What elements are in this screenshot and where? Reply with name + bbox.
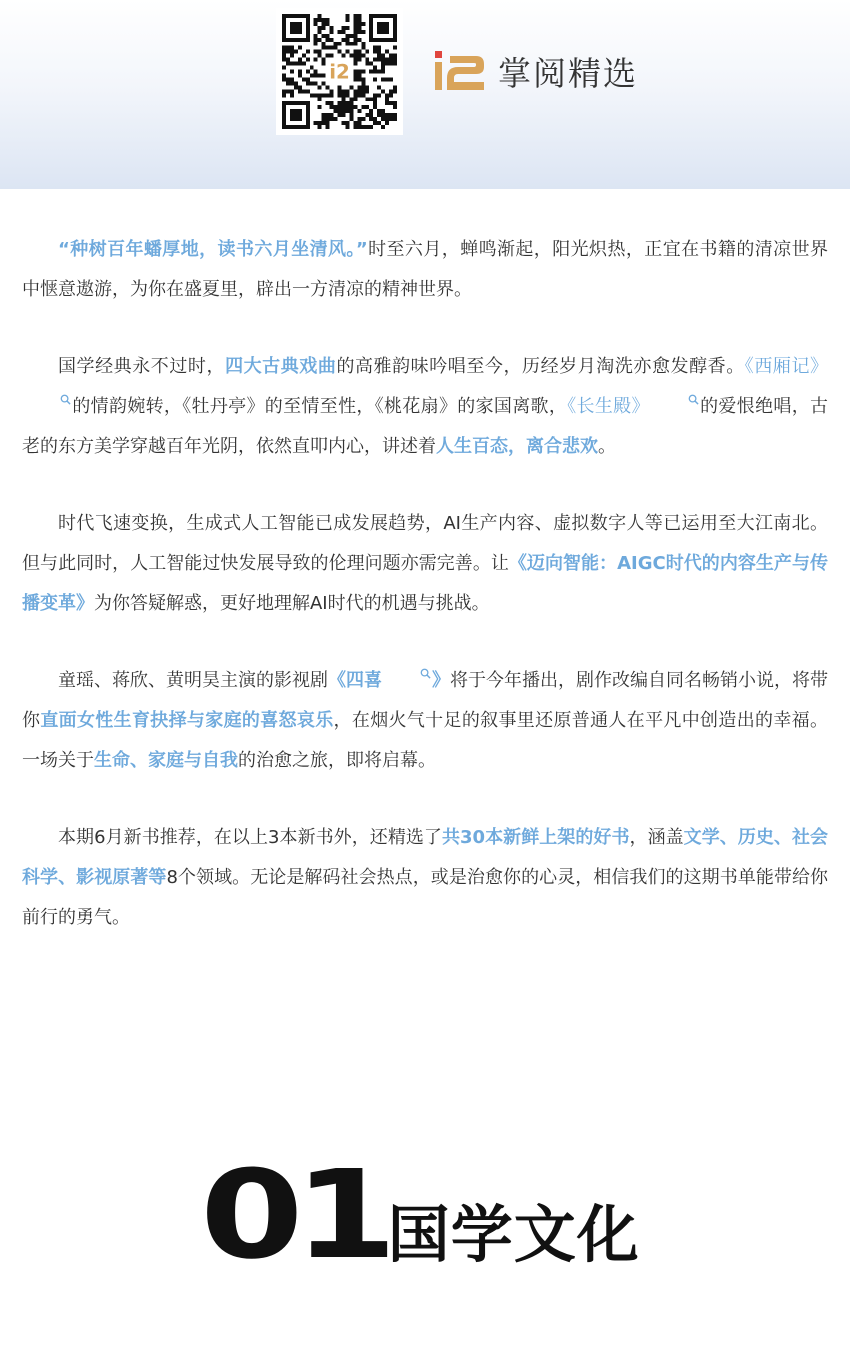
qr-logo-text: i2	[329, 60, 350, 84]
p3-text-2: 为你答疑解惑，更好地理解AI时代的机遇与挑战。	[94, 593, 490, 614]
p2-highlight-life: 人生百态，离合悲欢	[436, 436, 598, 457]
paragraph-intro	[22, 230, 828, 310]
p2-text-1: 国学经典永不过时，	[58, 356, 226, 377]
p2-text-2: 的高雅韵味吟唱至今，历经岁月淘洗亦愈发醇香。	[336, 356, 745, 377]
p4-text-4: 的治愈之旅，即将启幕。	[238, 750, 436, 771]
p3-highlight-book-aigc: 《迈向智能：AIGC时代的内容生产与传播变革》	[22, 553, 828, 614]
paragraph-ai	[22, 504, 828, 624]
p4-text-1: 童瑶、蒋欣、黄明昊主演的影视剧	[58, 670, 328, 691]
p2-text-4: 的爱恨绝唱，古老的东方美学穿越百年光阴，依然直叩内心，讲述着	[22, 396, 829, 457]
search-icon[interactable]	[24, 394, 71, 405]
brand	[432, 48, 638, 94]
link-changshengdian[interactable]: 《长生殿》	[567, 396, 650, 417]
section-heading	[200, 1144, 640, 1286]
p5-text-1: 本期6月新书推荐，在以上3本新书外，还精选了	[58, 827, 442, 848]
p4-highlight-women: 直面女性生育抉择与家庭的喜怒哀乐	[40, 710, 334, 731]
p2-text-3: 的情韵婉转，《牡丹亭》的至情至性，《桃花扇》的家国离歌，	[72, 396, 568, 417]
section-title: 国学文化	[387, 1198, 640, 1271]
p4-highlight-life-family: 生命、家庭与自我	[94, 750, 238, 771]
qr-code-image	[282, 14, 397, 129]
link-xixiangji[interactable]: 《西厢记》	[744, 356, 829, 377]
paragraph-classic-opera	[22, 347, 828, 467]
intro-text: 时至六月，蝉鸣渐起，阳光炽热，正宜在书籍的清凉世界中惬意遨游，为你在盛夏里，辟出一方清凉的精神世界。	[22, 239, 828, 300]
section-number: 01	[200, 1144, 388, 1286]
p4-text-3: ，在烟火气十足的叙事里还原普通人在平凡中创造出的幸福。一场关于	[22, 710, 829, 771]
article-body	[22, 230, 828, 975]
p2-text-5: 。	[598, 436, 616, 457]
header-banner	[0, 0, 850, 189]
p4-text-2: 将于今年播出，剧作改编自同名畅销小说，将带你	[22, 670, 828, 731]
p4-highlight-sixi[interactable]: 《四喜	[328, 670, 382, 691]
p5-highlight-fields: 文学、历史、社会科学、影视原著等	[22, 827, 829, 888]
brand-name: 掌阅精选	[498, 53, 638, 93]
p5-text-2: ，涵盖	[629, 827, 684, 848]
p5-highlight-30-books: 共30本新鲜上架的好书	[441, 827, 630, 848]
p4-highlight-sixi-close: 》	[432, 670, 450, 691]
paragraph-summary	[22, 818, 828, 938]
p5-text-3: 8个领域。无论是解码社会热点，或是治愈你的心灵，相信我们的这期书单能带给你前行的勇气。	[22, 867, 829, 928]
search-icon[interactable]	[652, 394, 699, 405]
brand-logo-icon	[432, 48, 488, 94]
intro-quote: “种树百年蟠厚地，读书六月坐清风。”	[58, 239, 368, 260]
p2-highlight-four-operas: 四大古典戏曲	[225, 356, 337, 377]
search-icon[interactable]	[384, 668, 431, 679]
p3-text-1: 时代飞速变换，生成式人工智能已成发展趋势，AI生产内容、虚拟数字人等已运用至大江南北。但与此同时，人工智能过快发展导致的伦理问题亦需完善。让	[22, 513, 828, 574]
qr-code	[276, 8, 403, 135]
paragraph-tv-drama	[22, 661, 828, 781]
